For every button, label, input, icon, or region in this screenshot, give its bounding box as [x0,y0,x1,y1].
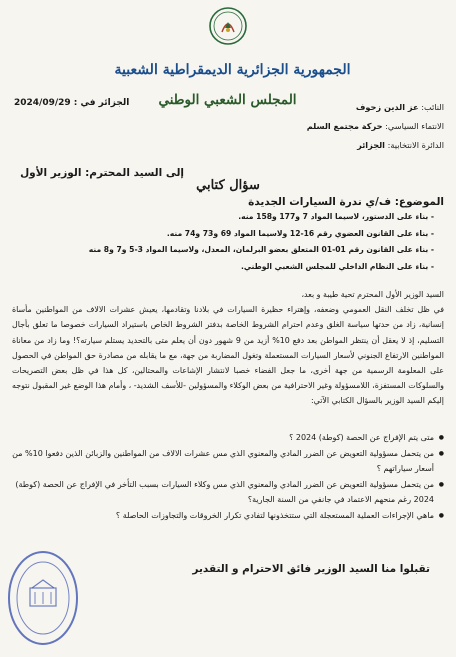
affiliation-value: حركة مجتمع السلم [306,121,383,131]
reference-item: - بناء على الدستور، لاسيما المواد 7 و177 و158 منه. [238,212,434,221]
letter-date: الجزائر في : 2024/09/29 [14,98,130,108]
assembly-title: المجلس الشعبي الوطني [158,92,297,108]
question-item: ● متى يتم الإفراج عن الحصة (كوطة) 2024 ؟ [12,430,444,446]
reference-item: - بناء على القانون رقم 01-01 المتعلق بعضو البرلمان، المعدل، ولاسيما المواد 3-5 و7 و8 منه [88,245,434,254]
reference-item: - بناء على النظام الداخلي للمجلس الشعبي الوطني. [240,261,434,271]
question-item: ● ماهي الإجراءات العملية المستعجلة التي ستتخذونها لتفادي تكرار الخروقات والتجاوزات الحاصلة ؟ [12,508,444,524]
closing-salutation: تقبلوا منا السيد الوزير فائق الاحترام و التقدير [192,563,430,575]
main-paragraph: في ظل تخلف النقل العمومي وضعفه، وإهتراء حظيرة السيارات في بلادنا وتقادمها، يعيش عشرات الالاف من المواطنين مأساة إنسانية، زاد من حدتها سياسة الغلق وعدم احترام الشروط الخاصة بدفتر الشروط الخاص باستيراد السيارات خصوصا ما تعلق بأجال التسليم، إذ لا يعقل أن ينتظر المواطن بعد دفع 10% أزيد من 9 شهور دون أن يعلم متى بالتحديد يستلم سيارته؟! وما زاد من معاناة المواطنين الارتفاع الجنوني لأسعار السيارات المستعملة وتغول المضاربة من جهة، مع ما يقابله من مصادرة حق المواطن في الحصول على المعلومة الرسمية من جهة أخرى، ما جعل الفضاء خصبا لانتشار الإشاعات والمحتالين، كل هذا في ظل بعض التصريحات والسلوكات المستفزة، اللامسؤولة وغير الاحترافية من بعض الوكلاء والمسؤولين -للأسف الشديد- ، وأمام هذا الوضع غير المقبول نتوجه إليكم السيد الوزير بالسؤال الكتابي الآتي: [12,305,444,406]
document-title: سؤال كتابي [196,178,260,193]
question-item: ● من يتحمل مسؤولية التعويض عن الضرر المادي والمعنوي الذي مس عشرات الالاف من المواطنين والزبائن الذين دفعوا 10% من أسعار سياراتهم ؟ [12,446,444,477]
deputy-line [254,98,444,117]
official-stamp [6,548,80,648]
recipient: إلى السيد المحترم: الوزير الأول [20,167,184,179]
greeting: السيد الوزير الأول المحترم تحية طيبة و بعد، [301,290,444,299]
subject-line: الموضوع: ف/ي ندرة السيارات الجديدة [248,196,444,208]
question-list [12,430,444,523]
district-line [254,136,444,155]
legal-references [12,209,434,275]
sender-block [254,98,444,155]
reference-item: - بناء على القانون العضوي رقم 16-12 ولاسيما المواد 69 و73 و74 منه. [166,228,434,238]
deputy-name: عز الدين زحوف [355,102,419,112]
deputy-label: النائب: [421,102,444,112]
affiliation-line [254,117,444,136]
district-label: الدائرة الانتخابية: [387,140,444,150]
district-value: الجزائر [357,140,385,150]
letter-body [12,287,444,409]
question-item: ● من يتحمل مسؤولية التعويض عن الضرر المادي والمعنوي الذي مس وكلاء السيارات بسبب التأخر في الإفراج عن الحصة (كوطة) 2024 رغم منحهم الاعتماد في جانفي من السنة الجارية؟ [12,477,444,508]
algeria-emblem-icon [208,6,248,46]
republic-title: الجمهورية الجزائرية الديمقراطية الشعبية [114,62,351,78]
affiliation-label: الانتماء السياسي: [385,121,444,131]
